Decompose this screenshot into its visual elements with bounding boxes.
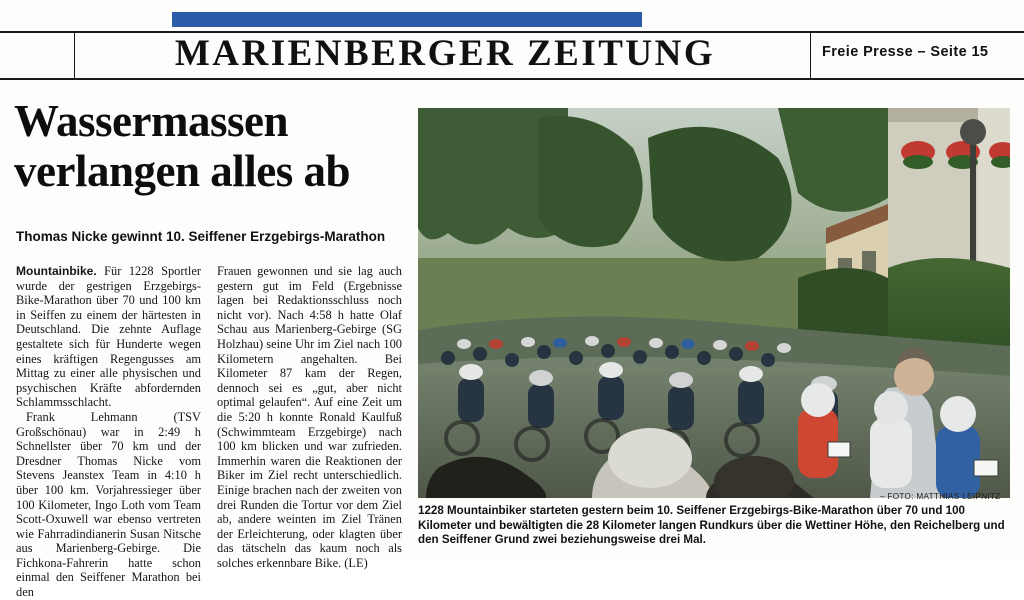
- masthead-page-info: Freie Presse – Seite 15: [822, 44, 989, 60]
- article-subheadline: Thomas Nicke gewinnt 10. Seiffener Erzgebirgs-Marathon: [16, 229, 386, 244]
- article-column-2: [217, 264, 402, 570]
- headline-line-1: Wassermassen: [14, 96, 288, 146]
- newspaper-title: MARIENBERGER ZEITUNG: [174, 33, 716, 74]
- masthead-divider-right: [810, 33, 811, 78]
- photo-illustration: [418, 108, 1010, 498]
- masthead-divider-left: [74, 33, 75, 78]
- article-paragraph: [16, 264, 201, 410]
- article-photo: [418, 108, 1010, 498]
- column1-paragraph-1: Für 1228 Sportler wurde der gestrigen Erzgebirgs-Bike-Marathon über 70 und 100 km in Seiffen zu einem der härtesten in Deutschland. Die zehnte Auflage gestaltete sich für Hunderte wegen eines kräftigen Regengusses am Mittag zu einer alle physischen und psychischen Kräfte abfordernden Schlammsschlacht.: [16, 264, 201, 410]
- article-headline: [14, 96, 414, 196]
- lead-in-word: Mountainbike.: [16, 264, 97, 278]
- photo-caption: 1228 Mountainbiker starteten gestern beim 10. Seiffener Erzgebirgs-Bike-Marathon über 70 und 100 Kilometer und bewältigten die 28 Kilometer langen Rundkurs über die Wettiner Höhe, den Reichelberg und den Seiffener Grund zwei beziehungsweise drei Mal.: [418, 504, 1005, 547]
- column2-paragraph-1: Frauen gewonnen und sie lag auch gestern gut im Feld (Ergebnisse lagen bei Redaktionsschluss noch nicht vor). Nach 4:58 h hatte Olaf Schau aus Marienberg-Gebirge (SG Holzhau) seine Uhr im Ziel nach 100 Kilometern angehalten. Bei Kilometer 87 kam der Regen, dennoch sei es „gut, aber nicht optimal gelaufen“. Auf eine Zeit um die 5:20 h konnte Ronald Kaulfuß (Schwimmteam Erzgebirge) nach 100 km blicken und war zufrieden. Immerhin waren die Reaktionen der Biker im Ziel recht unterschiedlich. Einige brachen nach der zweiten von drei Runden die Tortur vor dem Ziel ab, andere weinten im Ziel Tränen der Erleichterung, oder klagten über das tätscheln das kaum noch als solches erkennbare Bike. (LE): [217, 264, 402, 570]
- headline-line-2: verlangen alles ab: [14, 146, 350, 196]
- masthead-blue-bar: [172, 12, 642, 27]
- article-column-1: [16, 264, 201, 600]
- column1-paragraph-2: Frank Lehmann (TSV Großschönau) war in 2:49 h Schnellster über 70 km und der Dresdner Thomas Nicke vom Stevens Jeanstex Team in 4:10 h über 100 km. Vorjahressieger über 100 Kilometer, Ingo Loth vom Team Scott-Oxuwell war ebenso vertreten wie Fahrradindianerin Susan Nitsche aus Marienberg-Gebirge. Die Fichkona-Fahrerin hatte schon einmal den Seiffener Marathon bei den: [16, 409, 201, 600]
- masthead-rule-bottom: [0, 78, 1024, 80]
- masthead: [0, 0, 1024, 86]
- photo-credit: – FOTO: MATTHIAS LEIPNITZ: [880, 492, 1001, 501]
